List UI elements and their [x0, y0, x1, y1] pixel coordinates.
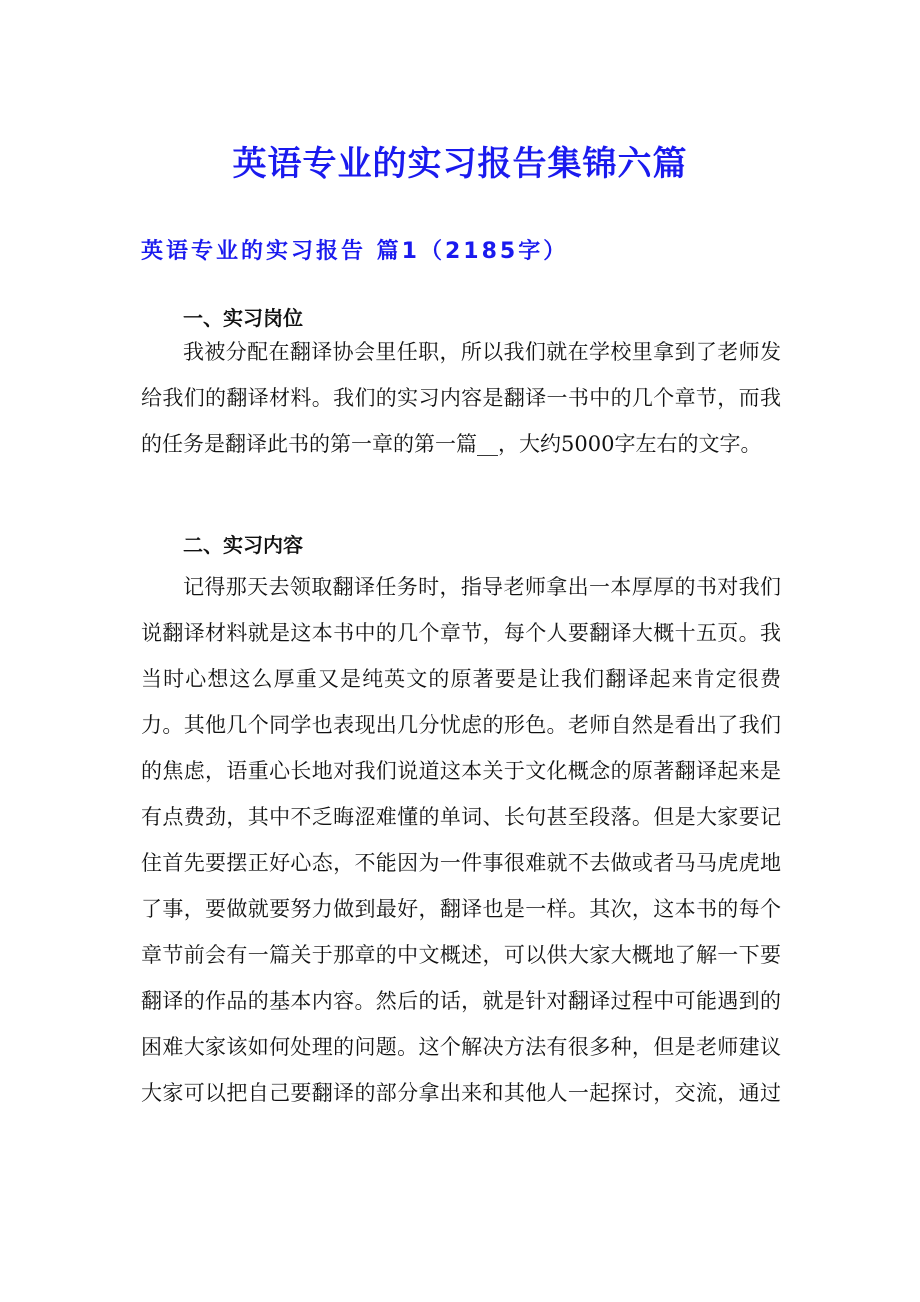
section-heading-position: 一、实习岗位 [183, 306, 303, 330]
paragraph-line: 困难大家该如何处理的问题。这个解决方法有很多种，但是老师建议 [141, 1035, 781, 1059]
section-heading-content: 二、实习内容 [183, 533, 303, 557]
paragraph-line: 有点费劲，其中不乏晦涩难懂的单词、长句甚至段落。但是大家要记 [141, 805, 781, 829]
document-title: 英语专业的实习报告集锦六篇 [232, 144, 688, 184]
paragraph-line: 说翻译材料就是这本书中的几个章节，每个人要翻译大概十五页。我 [141, 621, 781, 645]
paragraph-line: 的任务是翻译此书的第一章的第一篇__，大约5000字左右的文字。 [141, 432, 762, 456]
paragraph-line: 章节前会有一篇关于那章的中文概述，可以供大家大概地了解一下要 [141, 943, 781, 967]
paragraph-line: 力。其他几个同学也表现出几分忧虑的形色。老师自然是看出了我们 [141, 713, 781, 737]
paragraph-line: 我被分配在翻译协会里任职，所以我们就在学校里拿到了老师发 [183, 340, 781, 364]
paragraph-line: 了事，要做就要努力做到最好，翻译也是一样。其次，这本书的每个 [141, 897, 781, 921]
report-subtitle: 英语专业的实习报告 篇1（2185字） [141, 239, 569, 264]
paragraph-line: 给我们的翻译材料。我们的实习内容是翻译一书中的几个章节，而我 [141, 386, 781, 410]
paragraph-line: 大家可以把自己要翻译的部分拿出来和其他人一起探讨，交流，通过 [141, 1081, 781, 1105]
paragraph-line: 记得那天去领取翻译任务时，指导老师拿出一本厚厚的书对我们 [183, 575, 781, 599]
paragraph-line: 当时心想这么厚重又是纯英文的原著要是让我们翻译起来肯定很费 [141, 667, 781, 691]
paragraph-line: 翻译的作品的基本内容。然后的话，就是针对翻译过程中可能遇到的 [141, 989, 781, 1013]
paragraph-line: 住首先要摆正好心态，不能因为一件事很难就不去做或者马马虎虎地 [141, 851, 781, 875]
paragraph-line: 的焦虑，语重心长地对我们说道这本关于文化概念的原著翻译起来是 [141, 759, 781, 783]
